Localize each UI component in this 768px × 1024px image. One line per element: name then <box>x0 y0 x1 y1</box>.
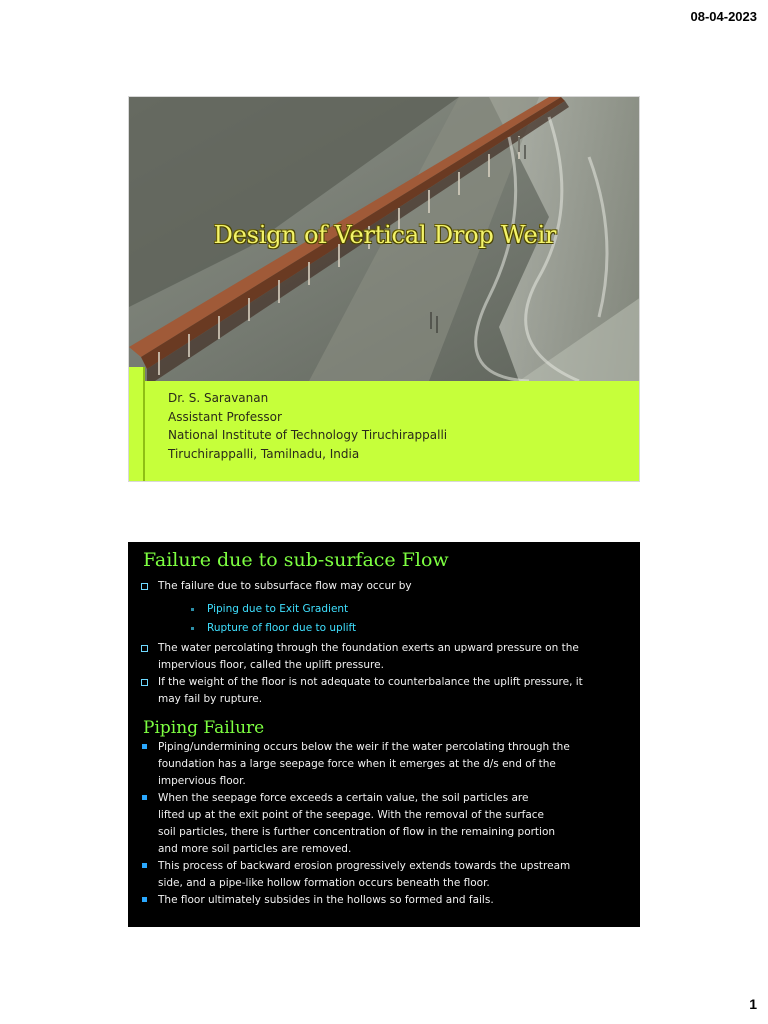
square-bullet-icon <box>141 583 148 590</box>
point-text: This process of backward erosion progressively extends towards the upstream <box>158 860 571 872</box>
point-text: If the weight of the floor is not adequate to counterbalance the uplift pressure, it <box>158 676 583 688</box>
slide-title: Design of Vertical Drop Weir <box>213 221 557 249</box>
piping-points-list <box>158 739 624 909</box>
failure-intro-list <box>158 578 618 595</box>
list-item <box>207 620 607 637</box>
point-text: Piping/undermining occurs below the weir if the water percolating through the <box>158 741 570 753</box>
list-item <box>158 640 624 674</box>
author-info <box>168 389 447 463</box>
list-item <box>158 739 624 790</box>
dot-bullet-icon <box>191 608 194 611</box>
section-heading: Piping Failure <box>143 718 265 738</box>
square-bullet-icon <box>141 645 148 652</box>
author-band <box>129 381 640 482</box>
square-bullet-icon <box>142 863 147 868</box>
page-number: 1 <box>749 996 757 1012</box>
content-slide <box>128 542 640 927</box>
point-text: The water percolating through the foundation exerts an upward pressure on the <box>158 642 579 654</box>
list-item <box>158 578 618 595</box>
cause-text: Piping due to Exit Gradient <box>207 603 349 615</box>
author-institute: National Institute of Technology Tiruchirappalli <box>168 428 448 443</box>
point-text: and more soil particles are removed. <box>158 843 352 855</box>
point-text: The floor ultimately subsides in the hollows so formed and fails. <box>158 894 494 906</box>
author-location: Tiruchirappalli, Tamilnadu, India <box>168 446 360 461</box>
point-text: lifted up at the exit point of the seepage. With the removal of the surface <box>158 809 545 821</box>
band-divider-line <box>143 367 145 482</box>
square-bullet-icon <box>142 744 147 749</box>
author-name: Dr. S. Saravanan <box>168 391 269 405</box>
title-slide <box>128 96 640 482</box>
point-text: soil particles, there is further concentration of flow in the remaining portion <box>158 826 556 838</box>
intro-text: The failure due to subsurface flow may occur by <box>158 580 412 592</box>
square-bullet-icon <box>142 897 147 902</box>
list-item <box>158 858 624 892</box>
point-text: foundation has a large seepage force when it emerges at the d/s end of the <box>158 758 556 770</box>
point-text: When the seepage force exceeds a certain value, the soil particles are <box>158 792 529 804</box>
point-text: may fail by rupture. <box>158 693 263 705</box>
point-text: impervious floor, called the uplift pressure. <box>158 659 384 671</box>
slide-heading: Failure due to sub-surface Flow <box>143 549 449 571</box>
list-item <box>158 892 624 909</box>
square-bullet-icon <box>142 795 147 800</box>
author-designation: Assistant Professor <box>168 409 282 424</box>
failure-causes-list <box>207 601 607 637</box>
list-item <box>207 601 607 618</box>
point-text: side, and a pipe-like hollow formation occurs beneath the floor. <box>158 877 490 889</box>
list-item <box>158 674 624 708</box>
list-item <box>158 790 624 858</box>
square-bullet-icon <box>141 679 148 686</box>
uplift-points-list <box>158 640 624 708</box>
cause-text: Rupture of floor due to uplift <box>207 622 357 634</box>
page-date: 08-04-2023 <box>690 9 757 24</box>
dot-bullet-icon <box>191 627 194 630</box>
point-text: impervious floor. <box>158 775 246 787</box>
